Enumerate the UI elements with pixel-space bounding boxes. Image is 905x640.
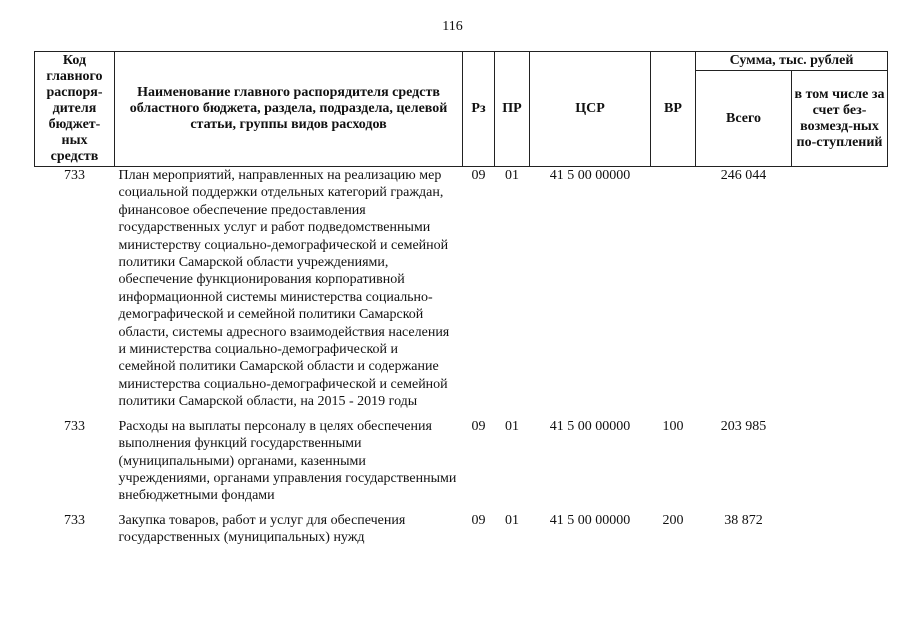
header-name: Наименование главного распорядителя средств областного бюджета, раздела, подраздела, целевой статьи, группы видов расходов	[115, 52, 463, 167]
cell-grants	[792, 167, 888, 418]
cell-total: 38 872	[724, 512, 763, 528]
table-row	[35, 512, 888, 554]
header-total: Всего	[696, 71, 792, 167]
header-rz: Рз	[463, 52, 495, 167]
cell-grants	[792, 512, 888, 554]
cell-csr: 41 5 00 00000	[549, 168, 631, 183]
header-vr: ВР	[651, 52, 696, 167]
header-pr: ПР	[495, 52, 530, 167]
cell-name: Закупка товаров, работ и услуг для обеспечения государственных (муниципальных) нужд	[118, 512, 406, 546]
table-row	[35, 167, 888, 418]
cell-rz: 09	[471, 168, 486, 183]
cell-csr: 41 5 00 00000	[549, 418, 631, 434]
cell-total: 246 044	[720, 168, 767, 183]
cell-grants	[792, 418, 888, 512]
table-row	[35, 418, 888, 512]
header-grants: в том числе за счет без-возмезд-ных по-ступлений	[792, 71, 888, 167]
cell-name: План мероприятий, направленных на реализацию мер социальной поддержки отдельных категорий граждан, финансовое обеспечение предоставления государственных услуг и работ подведомственными министерству социально-демографической и семейной политики Самарской области учреждениями, обеспечение функционирования корпоративной информационной системы министерства социально-демографической и семейной политики Самарской области, системы адресного взаимодействия населения и министерства социально-демографической и семейной политики Самарской области и содержание министерства социально-демографической и семейной политики Самарской области, на 2015 - 2019 годы	[118, 168, 450, 410]
header-csr: ЦСР	[530, 52, 651, 167]
cell-pr: 01	[505, 168, 519, 183]
cell-code: 733	[64, 418, 85, 434]
header-row-top	[35, 52, 888, 71]
cell-code: 733	[64, 512, 85, 528]
cell-total: 203 985	[720, 418, 767, 434]
cell-rz: 09	[471, 512, 486, 528]
page-number: 116	[442, 19, 463, 34]
cell-pr: 01	[505, 512, 519, 528]
header-code: Код главного распоря-дителя бюджет-ных средств	[35, 52, 115, 167]
cell-name: Расходы на выплаты персоналу в целях обеспечения выполнения функций государственными (муниципальными) органами, казенными учреждениями, органами управления государственными внебюджетными фондами	[118, 418, 457, 504]
cell-csr: 41 5 00 00000	[549, 512, 631, 528]
cell-vr: 200	[662, 512, 684, 528]
budget-table	[34, 51, 888, 554]
cell-code: 733	[64, 168, 85, 183]
cell-rz: 09	[471, 418, 486, 434]
cell-vr	[651, 167, 696, 418]
cell-pr: 01	[505, 418, 519, 434]
header-sum-group: Сумма, тыс. рублей	[696, 52, 888, 71]
cell-vr: 100	[662, 418, 684, 434]
